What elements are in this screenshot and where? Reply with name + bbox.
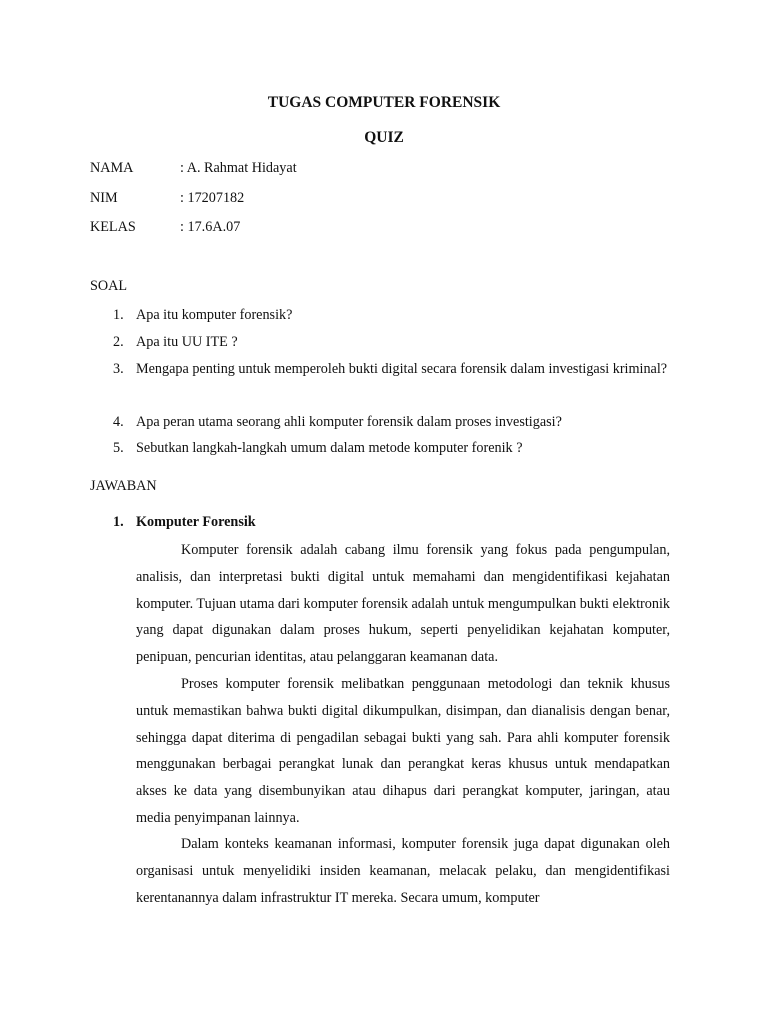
document-title: TUGAS COMPUTER FORENSIK xyxy=(267,94,501,111)
question-item xyxy=(113,409,673,436)
question-text: Apa itu UU ITE ? xyxy=(136,334,238,350)
question-item xyxy=(113,356,673,383)
info-row-nim xyxy=(90,188,244,208)
question-text: Apa peran utama seorang ahli komputer forensik dalam proses investigasi? xyxy=(136,414,562,430)
soal-label: SOAL xyxy=(90,278,128,294)
info-row-nama xyxy=(90,158,297,178)
question-text: Sebutkan langkah-langkah umum dalam metode komputer forenik ? xyxy=(136,440,523,456)
info-label: KELAS xyxy=(90,219,136,235)
answer-heading-number: 1. xyxy=(113,514,124,530)
answer-paragraph: Dalam konteks keamanan informasi, komputer forensik juga dapat digunakan oleh organisasi untuk menyelidiki insiden keamanan, melacak pelaku, dan mengidentifikasi kerentanannya dalam infrastruktur IT mereka. Secara umum, komputer xyxy=(136,836,670,906)
question-text: Apa itu komputer forensik? xyxy=(136,307,293,323)
document-subtitle: QUIZ xyxy=(364,129,404,146)
info-value: : 17.6A.07 xyxy=(180,219,241,235)
answer-paragraph: Proses komputer forensik melibatkan penggunaan metodologi dan teknik khusus untuk memastikan bahwa bukti digital dikumpulkan, disimpan, dan dianalisis dengan benar, sehingga dapat diterima di pengadilan sebagai bukti yang sah. Para ahli komputer forensik menggunakan berbagai perangkat lunak dan perangkat keras khusus untuk mendapatkan akses ke data yang disembunyikan atau dihapus dari perangkat komputer, jaringan, atau media penyimpanan lainnya. xyxy=(136,676,670,826)
answer-paragraph: Komputer forensik adalah cabang ilmu forensik yang fokus pada pengumpulan, analisis, dan interpretasi bukti digital untuk memahami dan mengidentifikasi kejahatan komputer. Tujuan utama dari komputer forensik adalah untuk mengumpulkan bukti elektronik yang dapat digunakan dalam proses hukum, seperti penyelidikan kejahatan komputer, penipuan, pencurian identitas, atau pelanggaran keamanan data. xyxy=(136,542,670,666)
question-text: Mengapa penting untuk memperoleh bukti digital secara forensik dalam investigasi kriminal? xyxy=(136,361,668,377)
question-item xyxy=(113,435,673,462)
question-number: 4. xyxy=(113,414,124,430)
question-number: 3. xyxy=(113,361,124,377)
answer-heading-text: Komputer Forensik xyxy=(136,514,256,530)
info-label: NIM xyxy=(90,190,118,206)
info-value: : A. Rahmat Hidayat xyxy=(180,160,297,176)
info-label: NAMA xyxy=(90,160,134,176)
info-value: : 17207182 xyxy=(180,190,245,206)
jawaban-label: JAWABAN xyxy=(90,478,157,494)
info-row-kelas xyxy=(90,217,240,237)
question-item xyxy=(113,329,673,356)
answer-heading xyxy=(113,514,256,531)
question-number: 1. xyxy=(113,307,124,323)
question-number: 2. xyxy=(113,334,124,350)
question-item xyxy=(113,302,673,329)
question-number: 5. xyxy=(113,440,124,456)
